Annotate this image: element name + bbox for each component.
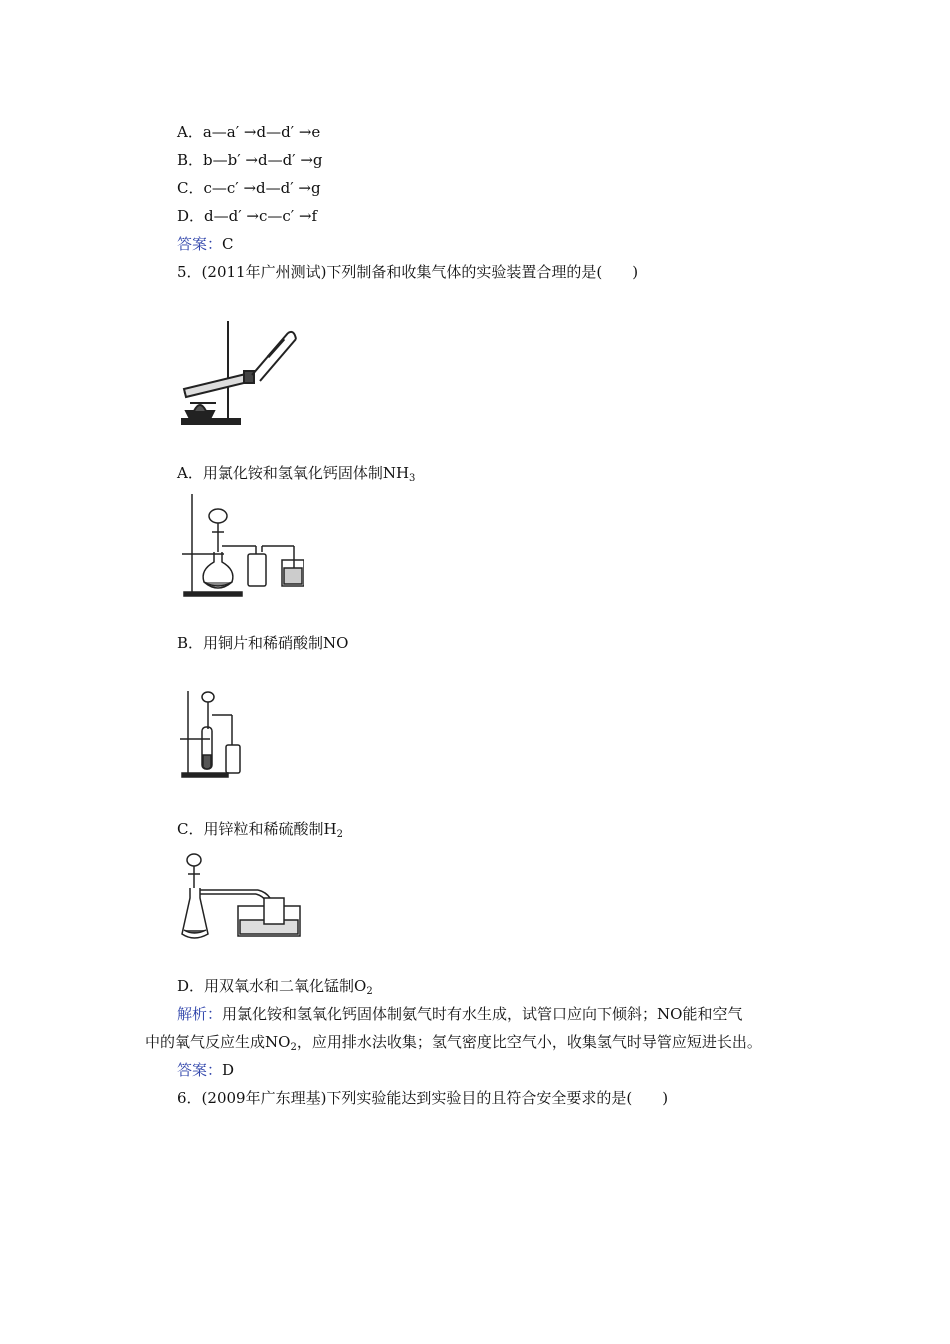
answer-label: 答案：: [177, 235, 223, 253]
q4-option-b: B．b—b′ →d—d′ →g: [177, 151, 323, 169]
answer-label: 答案：: [177, 1061, 223, 1079]
analysis-text: 用氯化铵和氢氧化钙固体制氨气时有水生成，试管口应向下倾斜；NO能和空气: [222, 1005, 743, 1023]
apparatus-d-figure: [178, 850, 304, 944]
analysis-text: 中的氧气反应生成NO: [145, 1033, 291, 1051]
q5-option-a: [177, 463, 415, 483]
answer-value: D: [222, 1061, 235, 1079]
q6-stem: 6．(2009年广东理基)下列实验能达到实验目的且符合安全要求的是( ): [177, 1089, 669, 1107]
analysis-text: ，应用排水法收集；氢气密度比空气小，收集氢气时导管应短进长出。: [296, 1033, 762, 1051]
option-text: D．用双氧水和二氧化锰制O: [177, 977, 367, 995]
q5-answer: [177, 1060, 234, 1080]
q5-option-b: [177, 633, 348, 653]
q4-option-a: A．a—a′ →d—d′ →e: [177, 123, 321, 141]
apparatus-b-figure: [178, 490, 304, 600]
option-text: B．用铜片和稀硝酸制NO: [177, 634, 349, 652]
apparatus-c-figure: [178, 685, 248, 781]
option-subscript: 2: [366, 986, 373, 997]
analysis-label: 解析：: [177, 1005, 223, 1023]
q5-analysis-line1: [177, 1004, 742, 1024]
q4-option-c: C．c—c′ →d—d′ →g: [177, 179, 321, 197]
q5-stem: 5．(2011年广州测试)下列制备和收集气体的实验装置合理的是( ): [177, 263, 639, 281]
option-subscript: 3: [409, 473, 416, 484]
apparatus-a-figure: [180, 315, 300, 427]
option-subscript: 2: [336, 829, 343, 840]
option-text: A．用氯化铵和氢氧化钙固体制NH: [177, 464, 410, 482]
option-text: C．用锌粒和稀硫酸制H: [177, 820, 337, 838]
q5-option-c: [177, 819, 343, 839]
q5-analysis-line2: [145, 1032, 762, 1052]
q4-option-d: D．d—d′ →c—c′ →f: [177, 207, 318, 225]
analysis-subscript: 2: [290, 1042, 297, 1053]
q5-option-d: [177, 976, 373, 996]
q4-answer: [177, 234, 234, 254]
answer-value: C: [222, 235, 234, 253]
